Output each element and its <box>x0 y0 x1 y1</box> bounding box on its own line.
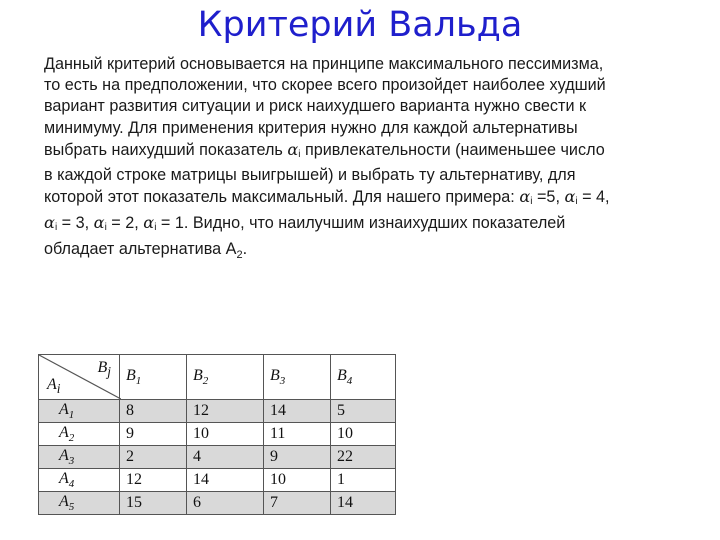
text-line: Данный критерий основывается на принципе максимального пессимизма, <box>44 55 604 73</box>
table-header-row <box>39 355 396 400</box>
row-header <box>39 446 120 469</box>
text-line <box>44 139 706 165</box>
text-line: вариант развития ситуации и риск наихудшего варианта нужно свести к <box>44 97 587 116</box>
column-header <box>264 355 331 400</box>
text-fragment: которой этот показатель максимальный. Для нашего примера: <box>44 188 520 207</box>
alpha-subscript: i <box>575 196 578 208</box>
alpha-subscript: i <box>154 222 157 234</box>
column-header <box>331 355 396 400</box>
text-line: то есть на предположении, что скорее всего произойдет наиболее худший <box>44 76 606 95</box>
row-header-letter: A <box>59 423 69 441</box>
text-fragment: = 2, <box>106 214 144 233</box>
table-row <box>39 492 396 515</box>
alpha-symbol: α <box>93 213 105 233</box>
text-line <box>44 212 706 238</box>
subscript: 2 <box>236 248 243 261</box>
table-cell: 10 <box>331 423 396 446</box>
payoff-matrix <box>38 354 396 515</box>
text-fragment: = 4, <box>577 188 610 207</box>
column-axis-letter: B <box>97 359 108 376</box>
column-header-subscript: 1 <box>135 375 142 388</box>
column-header-letter: B <box>270 366 280 384</box>
row-header-letter: A <box>59 469 69 487</box>
table-cell: 8 <box>120 400 187 423</box>
table-cell: 14 <box>264 400 331 423</box>
text-fragment: обладает альтернатива А <box>44 239 237 258</box>
row-header-subscript: 1 <box>68 409 75 422</box>
table-cell: 7 <box>264 492 331 515</box>
table-cell: 9 <box>120 423 187 446</box>
table-cell: 2 <box>120 446 187 469</box>
alpha-symbol: α <box>287 139 299 159</box>
row-axis-subscript: i <box>56 381 61 396</box>
alpha-symbol: α <box>519 187 531 207</box>
text-fragment: выбрать наихудший показатель <box>44 140 288 159</box>
table-cell: 14 <box>331 492 396 515</box>
table-cell: 22 <box>331 446 396 469</box>
table-cell: 14 <box>187 469 264 492</box>
table-row <box>39 469 396 492</box>
row-axis-letter: A <box>47 375 57 393</box>
column-header-subscript: 3 <box>279 375 286 388</box>
row-axis-label <box>47 376 60 397</box>
row-header-subscript: 4 <box>68 478 75 491</box>
row-header <box>39 423 120 446</box>
alpha-symbol: α <box>143 213 155 233</box>
row-header-subscript: 2 <box>68 432 75 445</box>
row-header <box>39 400 120 423</box>
table-cell: 11 <box>264 423 331 446</box>
column-header-subscript: 4 <box>346 375 353 388</box>
text-fragment: привлекательности (наименьшее число <box>300 140 605 159</box>
table-cell: 10 <box>264 469 331 492</box>
table-cell: 1 <box>331 469 396 492</box>
column-header <box>120 355 187 400</box>
table-cell: 15 <box>120 492 187 515</box>
table-cell: 6 <box>187 492 264 515</box>
row-header-letter: A <box>59 492 69 510</box>
text-fragment: . <box>242 239 248 258</box>
column-header-letter: B <box>193 366 203 384</box>
row-header-letter: A <box>59 400 69 418</box>
table-cell: 4 <box>187 446 264 469</box>
page-title: Критерий Вальда <box>197 5 523 45</box>
column-axis-subscript: j <box>107 364 111 380</box>
table-cell: 5 <box>331 400 396 423</box>
criterion-description <box>44 54 706 266</box>
table-cell: 12 <box>120 469 187 492</box>
row-header-letter: A <box>59 446 69 464</box>
table-cell: 12 <box>187 400 264 423</box>
table-row <box>39 400 396 423</box>
row-header-subscript: 3 <box>68 455 75 468</box>
alpha-subscript: i <box>54 222 58 234</box>
column-axis-label <box>98 359 111 380</box>
column-header-subscript: 2 <box>202 375 209 388</box>
alpha-subscript: i <box>530 196 533 208</box>
table-row <box>39 446 396 469</box>
column-header <box>187 355 264 400</box>
text-fragment: =5, <box>532 188 565 207</box>
table-row <box>39 423 396 446</box>
alpha-symbol: α <box>44 213 55 233</box>
column-header-letter: B <box>337 366 347 384</box>
row-header <box>39 469 120 492</box>
text-line <box>44 186 706 212</box>
corner-cell <box>39 355 120 400</box>
text-line <box>44 239 706 266</box>
text-line: минимуму. Для применения критерия нужно для каждой альтернативы <box>44 118 578 137</box>
alpha-subscript: i <box>298 148 301 160</box>
text-fragment: = 1. Видно, что наилучшим изнаихудших показателей <box>156 214 566 233</box>
text-fragment: = 3, <box>57 214 94 233</box>
text-line: в каждой строке матрицы выигрышей) и выбрать ту альтернативу, для <box>44 166 576 185</box>
column-header-letter: B <box>126 366 136 384</box>
row-header <box>39 492 120 515</box>
row-header-subscript: 5 <box>68 501 75 514</box>
alpha-subscript: i <box>104 222 107 234</box>
alpha-symbol: α <box>564 187 576 207</box>
table-cell: 10 <box>187 423 264 446</box>
table-cell: 9 <box>264 446 331 469</box>
